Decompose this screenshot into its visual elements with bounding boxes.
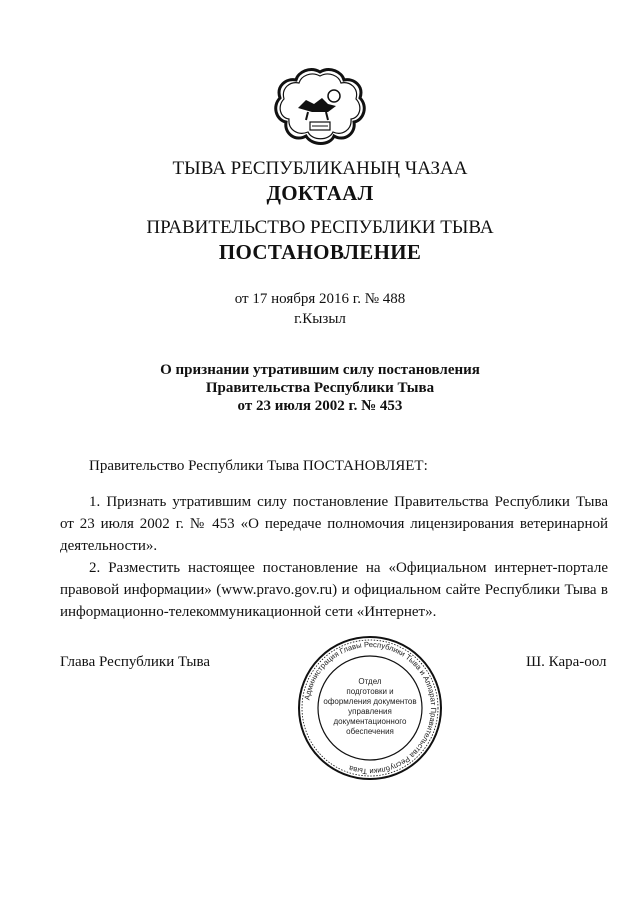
stamp-line: управления [348,707,392,716]
stamp-line: оформления документов [323,697,417,706]
coat-of-arms-emblem [272,66,368,150]
subject-line-3: от 23 июля 2002 г. № 453 [237,398,403,414]
decree-city: г.Кызыл [294,311,346,327]
clause-2: 2. Разместить настоящее постановление на «Официальном интернет-портале правовой информации» (www.pravo.gov.ru) и официальном сайте Республики Тыва в информационно-телекоммуникационной сети «Интернет». [60,560,608,620]
tuvan-government-title: ТЫВА РЕСПУБЛИКАНЫҢ ЧАЗАА [172,158,468,179]
stamp-line: Отдел [358,677,382,686]
russian-government-title: ПРАВИТЕЛЬСТВО РЕСПУБЛИКИ ТЫВА [146,217,494,238]
preamble: Правительство Республики Тыва ПОСТАНОВЛЯЕТ: [89,458,428,474]
subject-line-1: О признании утратившим силу постановления [160,362,480,378]
stamp-line: обеспечения [346,727,394,736]
decree-date-number: от 17 ноября 2016 г. № 488 [234,291,406,307]
subject-line-2: Правительства Республики Тыва [205,380,435,396]
signatory-name: Ш. Кара-оол [526,654,607,670]
stamp-line: подготовки и [346,687,394,696]
signatory-title: Глава Республики Тыва [60,654,211,670]
russian-decree-title: ПОСТАНОВЛЕНИЕ [218,240,422,264]
clause-1: 1. Признать утратившим силу постановление Правительства Республики Тыва от 23 июля 2002 г. № 453 «О передаче полномочия лицензирования ветеринарной деятельности». [60,494,608,554]
stamp-line: документационного [333,717,407,726]
tuvan-decree-title: ДОКТААЛ [266,181,374,205]
stamp-ring-text: Администрация Главы Республики Тыва и Аппарат Правительства Республики Тыва [302,639,439,777]
official-stamp [296,634,444,782]
